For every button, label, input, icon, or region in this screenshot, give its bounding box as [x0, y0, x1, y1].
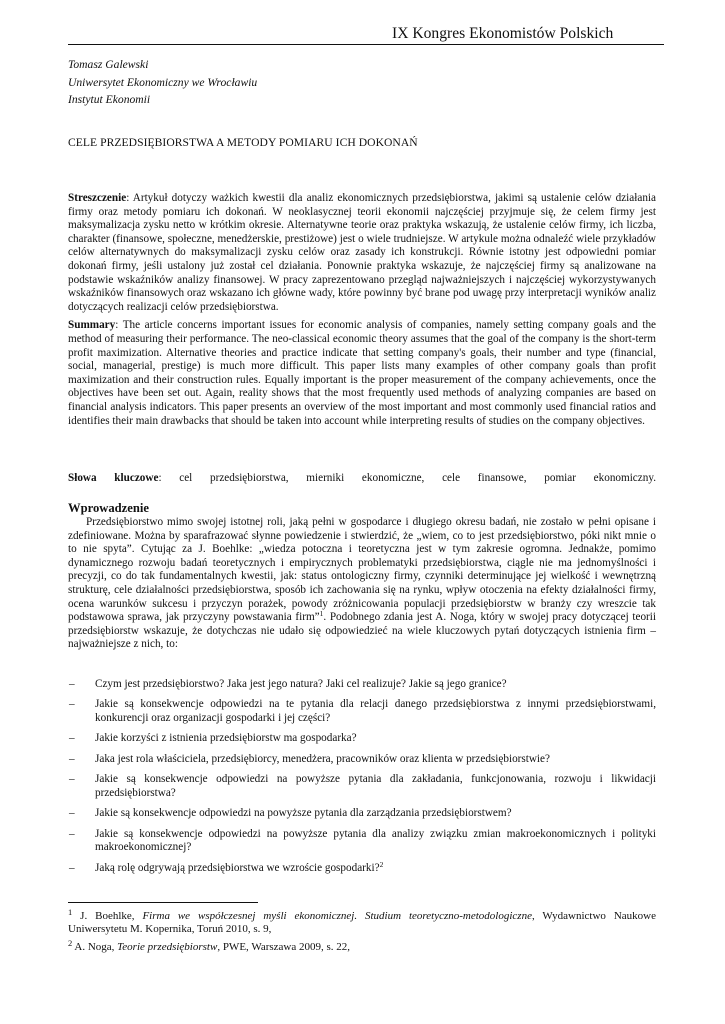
author-institute: Instytut Ekonomii — [68, 93, 151, 106]
paper-title: CELE PRZEDSIĘBIORSTWA A METODY POMIARU ICH DOKONAŃ — [68, 136, 418, 149]
dash-bullet: – — [69, 861, 75, 874]
abstract-english-label: Summary — [68, 319, 116, 332]
dash-bullet: – — [69, 752, 75, 765]
dash-bullet: – — [69, 732, 75, 745]
author-name: Tomasz Galewski — [68, 58, 149, 71]
footnote-1 — [68, 907, 656, 936]
abstract-english — [68, 319, 656, 428]
footnote-2-pre: A. Noga, — [72, 941, 118, 953]
section-heading-intro: Wprowadzenie — [68, 501, 149, 515]
footnote-1-post: , Wydawnictwo Naukowe Uniwersytetu M. Kopernika, Toruń 2010, s. 9, — [68, 910, 656, 936]
intro-text-part-b: . Podobnego zdania jest A. Noga, który w swojej pracy dotyczącej teorii przedsiębiorstw wskazuje, że dotychczas nie udało się odpowiedzieć na wiele kluczowych pytań dotyczących istnienia firm – najważniejsze z nich, to: — [68, 611, 656, 651]
footnote-2 — [68, 938, 656, 954]
list-item — [68, 807, 656, 821]
list-item-text: Jakie są konsekwencje odpowiedzi na powyższe pytania dla zarządzania przedsiębiorstwem? — [95, 807, 512, 820]
list-item-text: Jaką rolę odgrywają przedsiębiorstwa we wzroście gospodarki? — [95, 861, 380, 874]
list-item — [68, 698, 656, 725]
keywords-label: Słowa kluczowe — [68, 472, 159, 484]
footnote-ref-1[interactable]: 1 — [319, 609, 324, 619]
abstract-english-text: : The article concerns important issues for economic analysis of companies, namely setting company goals and the method of measuring their performance. The neo-classical economic theory assumes that the goal of the company is the short-term profit maximization. Alternative theories and practice indicate that setting company's goals, their number and type (financial, social, managerial, prestige) is much more difficult. This paper lists many examples of other company goals than profit maximization and their construction rules. Equally important is the proper measurement of the company achievements, once the objectives have been set out. Again, reality shows that the most frequently used methods of analyzing companies are based on financial analysis indicators. This paper presents an overview of the most important and most commonly used financial ratios and identifies their main drawbacks that should be taken into account while interpreting results of studies on the company objectives. — [68, 319, 656, 427]
dash-bullet: – — [69, 773, 75, 786]
dash-bullet: – — [69, 827, 75, 840]
list-item — [68, 773, 656, 800]
list-item-text: Jakie są konsekwencje odpowiedzi na te pytania dla relacji danego przedsiębiorstwa z innymi przedsiębiorstwami, konkurencji oraz organizacji gospodarki i jej części? — [95, 698, 656, 724]
intro-text-part-a: Przedsiębiorstwo mimo swojej istotnej roli, jaką pełni w gospodarce i długiego okresu badań, nie zostało w pełni opisane i zdefiniowane. Można by sparafrazować słynne powiedzenie i stwierdzić, że „wiem, co to jest przedsiębiorstwo, póki nikt mnie o to nie spyta”. Cytując za J. Boehlke: „wiedza potoczna i teoretyczna jest w tym zakresie ogromna. Jednakże, pomimo dynamicznego rozwoju badań teoretycznych i empirycznych problematyki przedsiębiorstwa, ciągle nie ma jednomyślności i precyzji, co do tak fundamentalnych kwestii, jak: status ontologiczny firmy, czynniki determinujące jej wielkość i wewnętrzną strukturę, cele działalności przedsiębiorstwa, sposób ich zachowania się na rynku, wpływ otoczenia na efekty działalności firmy, ocena warunków sukcesu i przyczyn porażek, powody zróżnicowania populacji przedsiębiorstw w branży czy wreszcie tak podstawowa sprawa, jak przyczyny powstawania firm” — [68, 516, 656, 624]
footnote-2-title: Teorie przedsiębiorstw — [117, 941, 218, 953]
list-item — [68, 732, 656, 746]
header-rule — [68, 44, 664, 45]
running-header-title: IX Kongres Ekonomistów Polskich — [392, 25, 614, 42]
list-item-text: Jakie korzyści z istnienia przedsiębiorstw ma gospodarka? — [95, 732, 357, 745]
keywords-text: : cel przedsiębiorstwa, mierniki ekonomiczne, cele finansowe, pomiar ekonomiczny. — [158, 472, 657, 484]
list-item-text: Jakie są konsekwencje odpowiedzi na powyższe pytania dla analizy związku zmian makroekonomicznych i polityki makroekonomicznej? — [95, 827, 656, 854]
footnote-2-post: , PWE, Warszawa 2009, s. 22, — [217, 941, 351, 953]
question-list — [68, 678, 656, 882]
dash-bullet: – — [69, 698, 75, 711]
footnote-1-number: 1 — [68, 907, 73, 917]
intro-paragraph — [68, 516, 656, 652]
list-item-text: Jakie są konsekwencje odpowiedzi na powyższe pytania dla zakładania, funkcjonowania, rozwoju i likwidacji przedsiębiorstwa? — [95, 773, 656, 799]
dash-bullet: – — [69, 807, 75, 820]
author-university: Uniwersytet Ekonomiczny we Wrocławiu — [68, 75, 258, 89]
footnote-2-number: 2 — [68, 938, 73, 948]
list-item — [68, 678, 656, 692]
keywords-line — [68, 472, 656, 486]
dash-bullet: – — [69, 678, 75, 690]
intro-section — [68, 516, 656, 652]
footnote-ref-2[interactable]: 2 — [379, 859, 384, 869]
list-item — [68, 828, 656, 855]
abstract-polish-label: Streszczenie — [68, 192, 127, 204]
list-item — [68, 859, 656, 876]
abstract-polish-text: : Artykuł dotyczy ważkich kwestii dla analiz ekonomicznych przedsiębiorstwa, jakimi są ustalenie celów działania firmy oraz metody pomiaru ich dokonań. W neoklasycznej teorii ekonomii najczęściej przyjmuje się, że celem firmy jest maksymalizacja zysku netto w krótkim okresie. Alternatywne teorie oraz praktyka wskazują, że ustalenie celów firmy, ich liczba, charakter (finansowe, społeczne, menedżerskie, prestiżowe) jest o wiele trudniejsze. W artykule można odnaleźć wiele przykładów celów alternatywnych do maksymalizacji zysku celów oraz zasady ich konstrukcji. Równie istotny jest odpowiedni pomiar dokonań firmy, jeśli ustalony już został cel działania. Ponownie praktyka wskazuje, że najczęściej firmy są analizowane na podstawie wskaźników analizy finansowej. W pracy zaprezentowano przegląd najważniejszych i najczęściej wykorzystywanych wskaźników finansowych oraz wskazano ich główne wady, które powinny być brane pod uwagę przy interpretacji wyników analiz dotyczących realizacji celów przedsiębiorstwa. — [68, 192, 656, 313]
footnote-1-pre: J. Boehlke, — [72, 910, 143, 922]
author-block — [68, 56, 257, 109]
abstract-polish — [68, 192, 656, 314]
list-item — [68, 753, 656, 767]
list-item-text: Czym jest przedsiębiorstwo? Jaka jest jego natura? Jaki cel realizuje? Jakie są jego granice? — [95, 678, 507, 690]
abstract-section — [68, 192, 656, 428]
list-item-text: Jaka jest rola właściciela, przedsiębiorcy, menedżera, pracowników oraz klienta w przedsiębiorstwie? — [95, 752, 550, 765]
footnote-separator — [68, 902, 258, 903]
footnote-1-title: Firma we współczesnej myśli ekonomicznej. Studium teoretyczno-metodologiczne — [142, 910, 532, 922]
